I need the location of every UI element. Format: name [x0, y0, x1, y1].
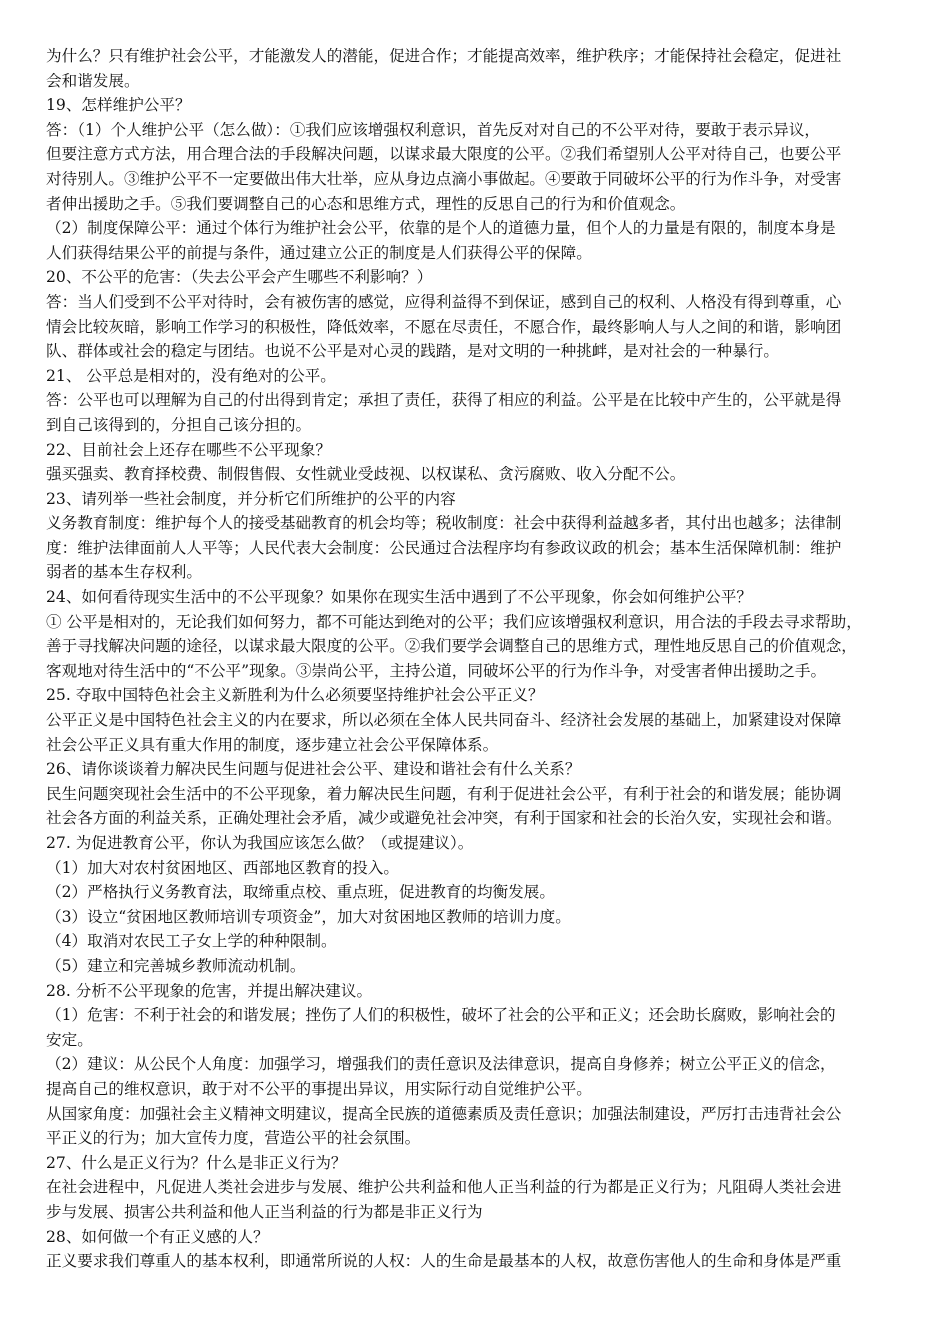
question-heading: 27、什么是正义行为？什么是非正义行为？: [46, 1153, 347, 1172]
text-line: 者伸出援助之手。⑤我们要调整自己的心态和思维方式，理性的反思自己的行为和价值观念。: [46, 194, 686, 213]
text-line: 安定。: [46, 1030, 93, 1049]
text-line: 客观地对待生活中的“不公平”现象。③崇尚公平，主持公道，同破坏公平的行为作斗争，对受害者伸出援助之手。: [46, 661, 827, 680]
question-heading: 28、如何做一个有正义感的人？: [46, 1227, 269, 1246]
list-item: （1）加大对农村贫困地区、西部地区教育的投入。: [46, 858, 399, 877]
text-line: 善于寻找解决问题的途径，以谋求最大限度的公平。②我们要学会调整自己的思维方式，理性地反思自己的价值观念，: [46, 637, 857, 656]
text-line: ① 公平是相对的，无论我们如何努力，都不可能达到绝对的公平；我们应该增强权利意识，用合法的手段去寻求帮助，: [46, 612, 862, 631]
text-line: （2）建议：从公民个人角度：加强学习，增强我们的责任意识及法律意识，提高自身修养；树立公平正义的信念，: [46, 1055, 836, 1074]
text-line: 强买强卖、教育择校费、制假售假、女性就业受歧视、以权谋私、贪污腐败、收入分配不公。: [46, 465, 686, 484]
text-line: 社会公平正义具有重大作用的制度，逐步建立社会公平保障体系。: [46, 735, 499, 754]
text-line: 会和谐发展。: [46, 71, 140, 90]
text-line: 对待别人。③维护公平不一定要做出伟大壮举，应从身边点滴小事做起。④要敢于同破坏公平的行为作斗争，对受害: [46, 169, 842, 188]
text-line: （1）危害：不利于社会的和谐发展；挫伤了人们的积极性，破坏了社会的公平和正义；还会助长腐败，影响社会的: [46, 1006, 836, 1025]
text-line: 情会比较灰暗，影响工作学习的积极性，降低效率，不愿在尽责任，不愿合作，最终影响人与人之间的和谐，影响团: [46, 317, 842, 336]
text-line: 答：（1）个人维护公平（怎么做）：①我们应该增强权利意识，首先反对对自己的不公平对待，要敢于表示异议，: [46, 120, 821, 139]
list-item: （2）严格执行义务教育法，取缔重点校、重点班，促进教育的均衡发展。: [46, 883, 555, 902]
text-line: 度：维护法律面前人人平等；人民代表大会制度：公民通过合法程序均有参政议政的机会；基本生活保障机制：维护: [46, 538, 842, 557]
text-line: 从国家角度：加强社会主义精神文明建议，提高全民族的道德素质及责任意识；加强法制建设，严厉打击违背社会公: [46, 1104, 842, 1123]
text-line: 弱者的基本生存权利。: [46, 563, 202, 582]
text-line: 平正义的行为；加大宣传力度，营造公平的社会氛围。: [46, 1129, 421, 1148]
text-line: 义务教育制度：维护每个人的接受基础教育的机会均等；税收制度：社会中获得利益越多者，其付出也越多；法律制: [46, 514, 842, 533]
question-heading: 23、请列举一些社会制度，并分析它们所维护的公平的内容: [46, 489, 456, 508]
question-heading: 26、请你谈谈着力解决民生问题与促进社会公平、建设和谐社会有什么关系？: [46, 760, 581, 779]
list-item: （5）建立和完善城乡教师流动机制。: [46, 956, 306, 975]
text-line: 队、群体或社会的稳定与团结。也说不公平是对心灵的践踏，是对文明的一种挑衅，是对社会的一种暴行。: [46, 342, 779, 361]
question-heading: 21、 公平总是相对的，没有绝对的公平。: [46, 366, 336, 385]
list-item: （4）取消对农民工子女上学的种种限制。: [46, 932, 337, 951]
text-line: 民生问题突现社会生活中的不公平现象，着力解决民生问题，有利于促进社会公平，有利于社会的和谐发展；能协调: [46, 784, 842, 803]
question-heading: 20、不公平的危害：（失去公平会产生哪些不利影响？）: [46, 268, 433, 287]
text-line: 正义要求我们尊重人的基本权利，即通常所说的人权：人的生命是最基本的人权，故意伤害他人的生命和身体是严重: [46, 1252, 842, 1271]
question-heading: 25. 夺取中国特色社会主义新胜利为什么必须要坚持维护社会公平正义？: [46, 686, 544, 705]
text-line: 但要注意方式方法，用合理合法的手段解决问题，以谋求最大限度的公平。②我们希望别人公平对待自己，也要公平: [46, 145, 842, 164]
text-line: 答：公平也可以理解为自己的付出得到肯定；承担了责任，获得了相应的利益。公平是在比较中产生的，公平就是得: [46, 391, 842, 410]
text-line: 答：当人们受到不公平对待时，会有被伤害的感觉，应得利益得不到保证，感到自己的权利、人格没有得到尊重，心: [46, 292, 842, 311]
text-line: 人们获得结果公平的前提与条件，通过建立公正的制度是人们获得公平的保障。: [46, 243, 592, 262]
text-line: 在社会进程中，凡促进人类社会进步与发展、维护公共利益和他人正当利益的行为都是正义行为；凡阻碍人类社会进: [46, 1178, 842, 1197]
question-heading: 27. 为促进教育公平，你认为我国应该怎么做？（或提建议）。: [46, 834, 474, 852]
text-line: （2）制度保障公平：通过个体行为维护社会公平，依靠的是个人的道德力量，但个人的力量是有限的，制度本身是: [46, 219, 836, 238]
text-line: 步与发展、损害公共利益和他人正当利益的行为都是非正义行为: [46, 1202, 483, 1221]
list-item: （3）设立“贫困地区教师培训专项资金”，加大对贫困地区教师的培训力度。: [46, 907, 571, 926]
question-heading: 22、目前社会上还存在哪些不公平现象？: [46, 440, 331, 459]
text-line: 为什么？只有维护社会公平，才能激发人的潜能，促进合作；才能提高效率，维护秩序；才能保持社会稳定，促进社: [46, 47, 842, 65]
question-heading: 24、如何看待现实生活中的不公平现象？如果你在现实生活中遇到了不公平现象，你会如何维护公平？: [46, 588, 752, 607]
text-line: 提高自己的维权意识，敢于对不公平的事提出异议，用实际行动自觉维护公平。: [46, 1079, 592, 1098]
text-line: 公平正义是中国特色社会主义的内在要求，所以必须在全体人民共同奋斗、经济社会发展的基础上，加紧建设对保障: [46, 711, 842, 730]
question-heading: 28. 分析不公平现象的危害，并提出解决建议。: [46, 981, 373, 1000]
question-heading: 19、怎样维护公平？: [46, 96, 191, 115]
text-line: 到自己该得到的，分担自己该分担的。: [46, 415, 312, 434]
text-line: 社会各方面的利益关系，正确处理社会矛盾，减少或避免社会冲突，有利于国家和社会的长治久安，实现社会和谐。: [46, 809, 842, 828]
